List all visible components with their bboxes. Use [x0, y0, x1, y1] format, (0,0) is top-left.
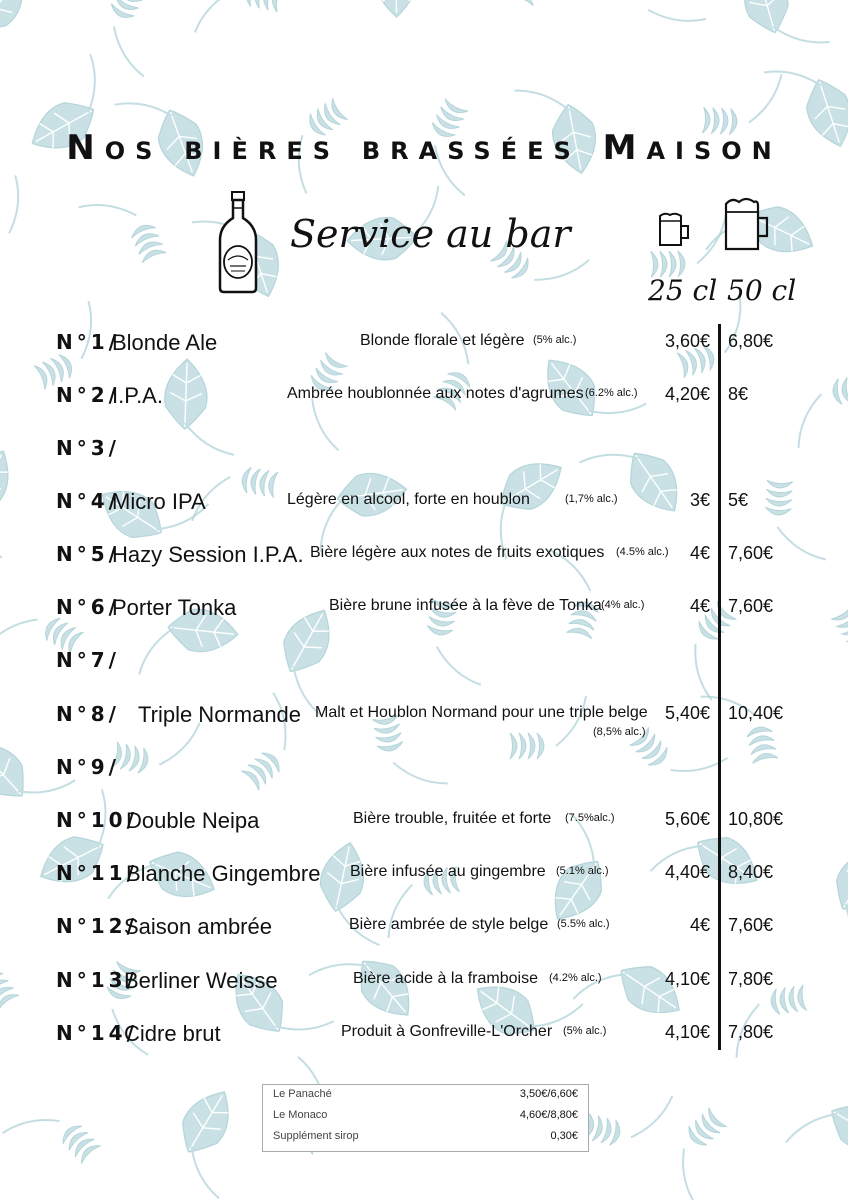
price-25cl: 4€ — [689, 915, 710, 935]
price-50cl: 5€ — [728, 490, 749, 510]
beer-alcohol: (8,5% alc.) — [593, 726, 646, 738]
price-25cl: 5,60€ — [664, 809, 710, 829]
beer-number: N°13/ — [56, 968, 138, 992]
beer-description: Bière brune infusée à la fève de Tonka — [329, 597, 602, 614]
extras-box — [262, 1084, 589, 1152]
extra-row — [263, 1108, 588, 1127]
beer-row — [0, 1015, 848, 1055]
beer-name: Hazy Session I.P.A. — [112, 542, 304, 567]
beer-row — [0, 855, 848, 895]
beer-name: Blanche Gingembre — [126, 861, 321, 886]
beer-number: N°1/ — [56, 330, 120, 354]
beer-alcohol: (6.2% alc.) — [585, 387, 638, 399]
beer-alcohol: (7.5%alc.) — [565, 812, 615, 824]
beer-number: N°10/ — [56, 808, 138, 832]
beer-number: N°3/ — [56, 436, 120, 460]
beer-name: Saison ambrée — [124, 914, 272, 939]
beer-number: N°4/ — [56, 489, 120, 513]
beer-row — [0, 802, 848, 842]
beer-name: Porter Tonka — [112, 595, 237, 620]
beer-name: Blonde Ale — [112, 330, 218, 355]
extra-label: Le Monaco — [273, 1109, 328, 1121]
beer-row — [0, 642, 848, 682]
beer-name: I.P.A. — [112, 383, 163, 408]
beer-name: Triple Normande — [138, 702, 302, 727]
beer-number: N°8/ — [56, 702, 120, 726]
beer-number: N°12/ — [56, 914, 138, 938]
beer-alcohol: (4% alc.) — [601, 599, 645, 611]
beer-mug-small-icon — [657, 212, 691, 253]
extra-label: Le Panaché — [273, 1088, 332, 1100]
beer-number: N°11/ — [56, 861, 138, 885]
beer-description: Bière trouble, fruitée et forte — [353, 810, 552, 827]
price-25cl: 4,10€ — [664, 969, 710, 989]
beer-row — [0, 324, 848, 364]
beer-name: Cidre brut — [124, 1021, 221, 1046]
beer-row — [0, 749, 848, 789]
beer-description: Bière acide à la framboise — [353, 970, 538, 987]
price-50cl: 8,40€ — [728, 862, 774, 882]
beer-alcohol: (5% alc.) — [533, 334, 577, 346]
beer-alcohol: (5.1% alc.) — [556, 865, 609, 877]
beer-alcohol: (5.5% alc.) — [557, 918, 610, 930]
price-50cl: 10,40€ — [728, 703, 784, 723]
beer-description: Bière ambrée de style belge — [349, 916, 549, 933]
beer-description: Malt et Houblon Normand pour une triple belge — [315, 704, 648, 721]
price-50cl: 6,80€ — [728, 331, 774, 351]
price-50cl: 10,80€ — [728, 809, 784, 829]
beer-description: Produit à Gonfreville-L'Orcher — [341, 1023, 553, 1040]
beer-number: N°14/ — [56, 1021, 138, 1045]
price-25cl: 4,20€ — [664, 384, 710, 404]
beer-bottle-icon — [210, 190, 266, 299]
beer-description: Bière infusée au gingembre — [350, 863, 546, 880]
extra-price: 4,60€/8,80€ — [519, 1109, 578, 1121]
beer-description: Légère en alcool, forte en houblon — [287, 491, 530, 508]
price-50cl: 7,60€ — [728, 596, 774, 616]
beer-alcohol: (1,7% alc.) — [565, 493, 618, 505]
beer-row — [0, 430, 848, 470]
beer-row — [0, 377, 848, 417]
price-25cl: 3,60€ — [664, 331, 710, 351]
beer-alcohol: (4.5% alc.) — [616, 546, 669, 558]
price-25cl: 4,10€ — [664, 1022, 710, 1042]
price-50cl: 7,80€ — [728, 1022, 774, 1042]
extra-label: Supplément sirop — [273, 1130, 359, 1142]
beer-row — [0, 589, 848, 629]
beer-description: Blonde florale et légère — [360, 332, 525, 349]
extra-row — [263, 1129, 588, 1148]
beer-mug-large-icon — [722, 196, 770, 257]
price-50cl: 8€ — [728, 384, 749, 404]
extra-price: 3,50€/6,60€ — [519, 1088, 578, 1100]
beer-number: N°2/ — [56, 383, 120, 407]
beer-name: Double Neipa — [126, 808, 260, 833]
beer-description: Ambrée houblonnée aux notes d'agrumes — [287, 385, 584, 402]
beer-row — [0, 696, 848, 736]
beer-row — [0, 536, 848, 576]
price-50cl: 7,60€ — [728, 543, 774, 563]
price-25cl: 3€ — [689, 490, 710, 510]
price-25cl: 5,40€ — [664, 703, 710, 723]
extra-row — [263, 1087, 588, 1106]
size-25cl-header: 25 cl — [648, 274, 718, 307]
beer-name: Berliner Weisse — [124, 968, 278, 993]
price-25cl: 4,40€ — [664, 862, 710, 882]
size-50cl-header: 50 cl — [727, 274, 797, 307]
beer-description: Bière légère aux notes de fruits exotiques — [310, 544, 605, 561]
price-25cl: 4€ — [689, 596, 710, 616]
beer-number: N°6/ — [56, 595, 120, 619]
price-50cl: 7,60€ — [728, 915, 774, 935]
beer-name: Micro IPA — [112, 489, 206, 514]
price-50cl: 7,80€ — [728, 969, 774, 989]
page-subtitle: Service au bar — [290, 212, 571, 256]
beer-row — [0, 962, 848, 1002]
beer-row — [0, 483, 848, 523]
beer-alcohol: (4.2% alc.) — [549, 972, 602, 984]
beer-number: N°5/ — [56, 542, 120, 566]
beer-number: N°7/ — [56, 648, 120, 672]
page-title: Nos bières brassées Maison — [66, 128, 782, 168]
extra-price: 0,30€ — [550, 1130, 578, 1142]
beer-row — [0, 908, 848, 948]
beer-number: N°9/ — [56, 755, 120, 779]
beer-alcohol: (5% alc.) — [563, 1025, 607, 1037]
price-25cl: 4€ — [689, 543, 710, 563]
